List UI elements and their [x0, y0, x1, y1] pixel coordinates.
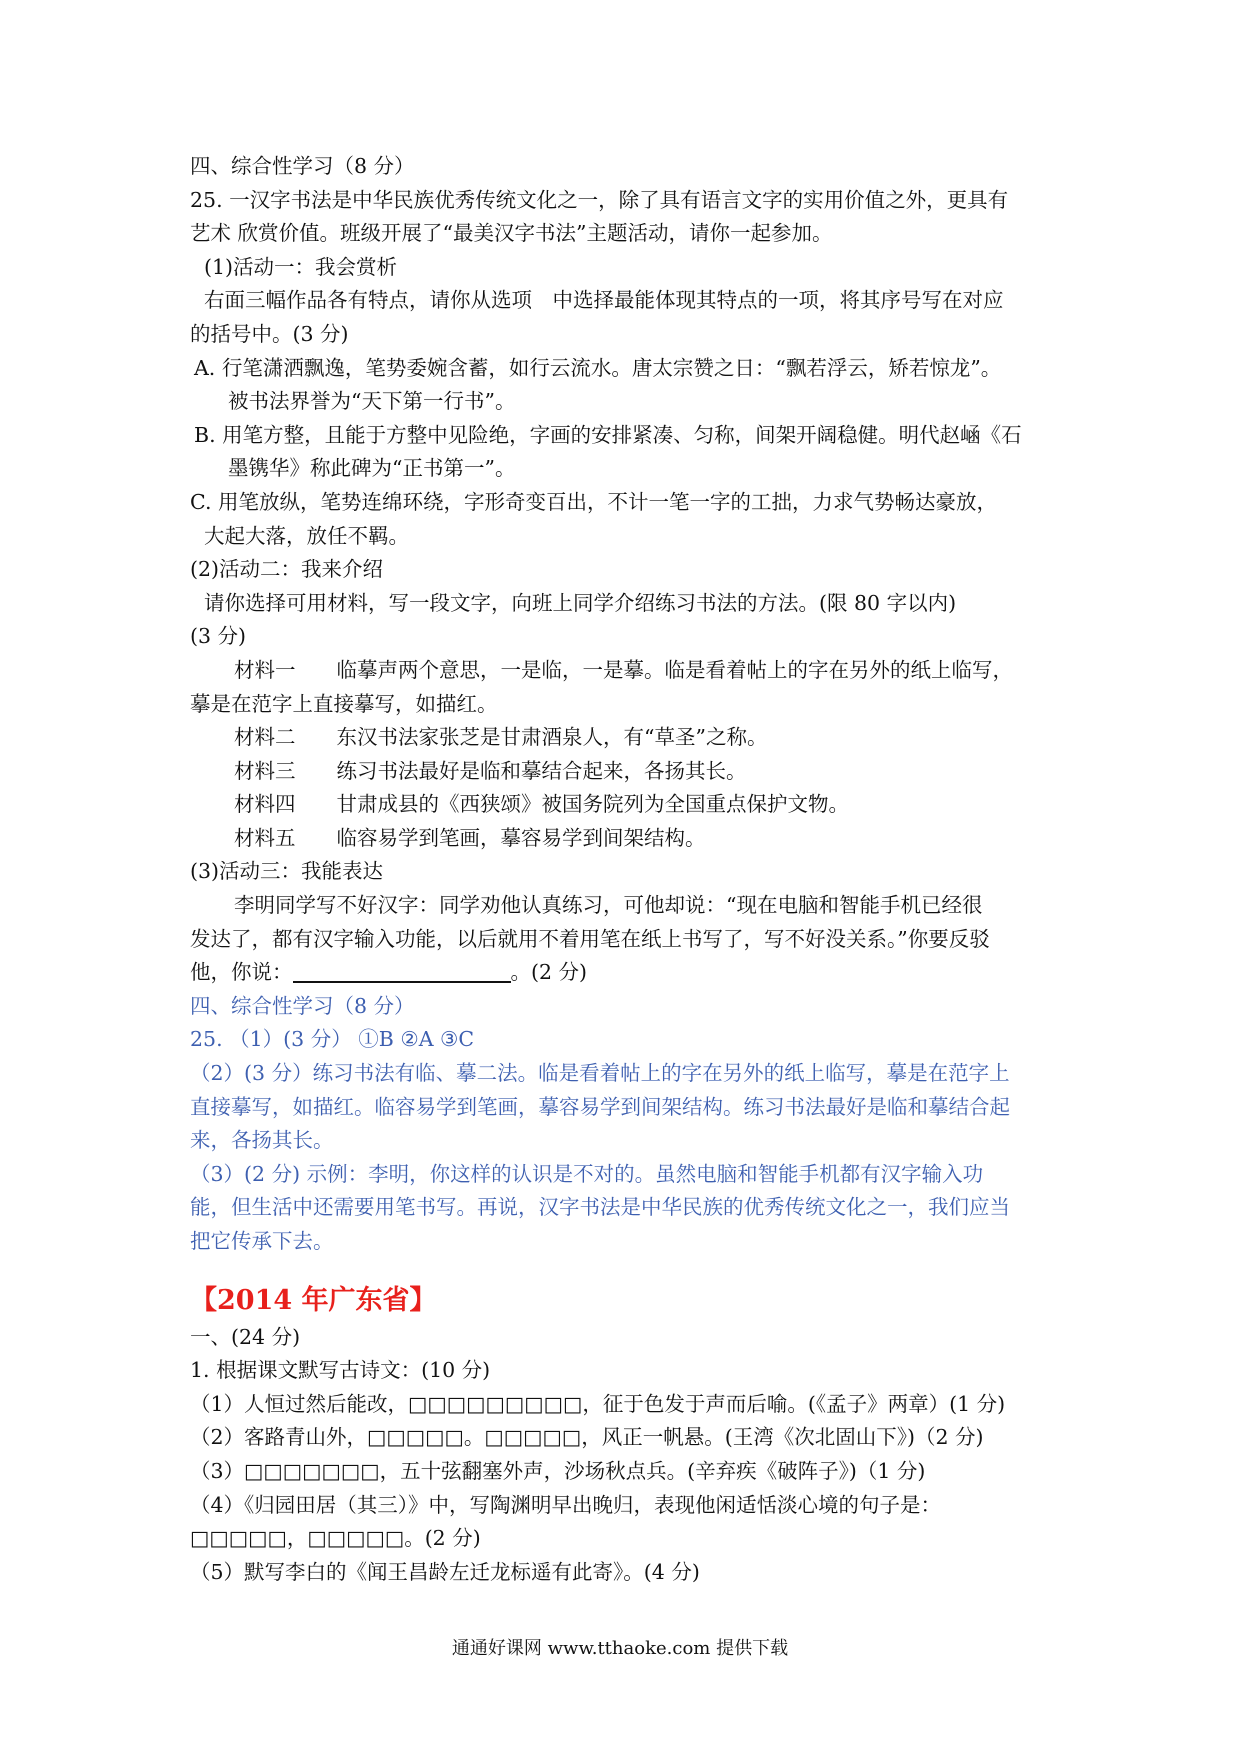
- material-1: 材料一 临摹声两个意思，一是临，一是摹。临是看着帖上的字在另外的纸上临写，: [234, 657, 1013, 682]
- fill-line: （3）□□□□□□□，五十弦翻塞外声，沙场秋点兵。(辛弃疾《破阵子》)（1 分): [190, 1458, 926, 1483]
- page-footer: 通通好课网 www.tthaoke.com 提供下载: [451, 1638, 789, 1659]
- option-c-cont: 大起大落，放任不羁。: [204, 523, 409, 548]
- material-1-cont: 摹是在范字上直接摹写，如描红。: [190, 691, 498, 716]
- activity-1-desc: 右面三幅作品各有特点，请你从选项 中选择最能体现其特点的一项，将其序号写在对应: [204, 288, 1004, 313]
- material-4: 材料四 甘肃成县的《西狭颂》被国务院列为全国重点保护文物。: [234, 792, 849, 817]
- fill-line: （1）人恒过然后能改，□□□□□□□□□，征于色发于声而后喻。(《孟子》两章）(1 分): [190, 1391, 1006, 1416]
- part-heading: 一、(24 分): [190, 1324, 301, 1349]
- document-page: [190, 150, 1070, 1589]
- fill-line: （2）客路青山外，□□□□□。□□□□□，风正一帆悬。(王湾《次北固山下》)（2 分): [190, 1425, 984, 1450]
- answer-line: 能，但生活中还需要用笔书写。再说，汉字书法是中华民族的优秀传统文化之一，我们应当: [190, 1195, 1010, 1220]
- fill-line: □□□□□，□□□□□。(2 分): [190, 1526, 481, 1551]
- activity-1-title: (1)活动一：我会赏析: [204, 254, 398, 279]
- activity-2-title: (2)活动二：我来介绍: [190, 557, 384, 582]
- activity-3-text: [190, 956, 1070, 990]
- answer-blank: [293, 959, 511, 983]
- activity-3-text: 李明同学写不好汉字：同学劝他认真练习，可他却说：“现在电脑和智能手机已经很: [234, 893, 983, 918]
- activity-3-title: (3)活动三：我能表达: [190, 859, 384, 884]
- spacer: [190, 1259, 1070, 1281]
- activity-3-prompt: 他，你说：: [190, 960, 293, 985]
- activity-3-score: 。(2 分): [510, 960, 588, 985]
- answer-line: 来，各扬其长。: [190, 1128, 334, 1153]
- activity-3-text: 发达了，都有汉字输入功能，以后就用不着用笔在纸上书写了，写不好没关系。”你要反驳: [190, 926, 990, 951]
- option-b-cont: 墨镌华》称此碑为“正书第一”。: [228, 456, 516, 481]
- question-25-line: 25. 一汉字书法是中华民族优秀传统文化之一，除了具有语言文字的实用价值之外，更具有: [190, 187, 1009, 212]
- option-c: C. 用笔放纵，笔势连绵环绕，字形奇变百出，不计一笔一字的工拙，力求气势畅达豪放，: [190, 489, 997, 514]
- activity-2-desc: 请你选择可用材料，写一段文字，向班上同学介绍练习书法的方法。(限 80 字以内): [204, 590, 957, 615]
- activity-2-score: (3 分): [190, 624, 247, 649]
- section-heading: 四、综合性学习（8 分）: [190, 154, 415, 178]
- question-25-line: 艺术 欣赏价值。班级开展了“最美汉字书法”主题活动，请你一起参加。: [190, 221, 833, 246]
- answer-line: 25. （1）(3 分） ①B ②A ③C: [190, 1027, 475, 1052]
- option-b: B. 用笔方整，且能于方整中见险绝，字画的安排紧凑、匀称，间架开阔稳健。明代赵崡《石: [194, 422, 1022, 447]
- material-5: 材料五 临容易学到笔画，摹容易学到间架结构。: [234, 825, 706, 850]
- activity-1-desc: 的括号中。(3 分): [190, 321, 349, 346]
- answer-heading: 四、综合性学习（8 分）: [190, 993, 415, 1018]
- material-2: 材料二 东汉书法家张芝是甘肃酒泉人，有“草圣”之称。: [234, 725, 768, 750]
- answer-line: 直接摹写，如描红。临容易学到笔画，摹容易学到间架结构。练习书法最好是临和摹结合起: [190, 1094, 1010, 1119]
- region-title: 【2014 年广东省】: [190, 1284, 437, 1316]
- material-3: 材料三 练习书法最好是临和摹结合起来，各扬其长。: [234, 758, 747, 783]
- fill-line: （4）《归园田居（其三）》中，写陶渊明早出晚归，表现他闲适恬淡心境的句子是：: [190, 1492, 942, 1517]
- question-1: 1. 根据课文默写古诗文：(10 分): [190, 1358, 491, 1383]
- answer-line: 把它传承下去。: [190, 1229, 334, 1253]
- option-a: A. 行笔潇洒飘逸，笔势委婉含蓄，如行云流水。唐太宗赞之日：“飘若浮云，矫若惊龙”。: [194, 355, 1002, 380]
- fill-line: （5）默写李白的《闻王昌龄左迁龙标遥有此寄》。(4 分): [190, 1559, 700, 1584]
- option-a-cont: 被书法界誉为“天下第一行书”。: [228, 389, 516, 414]
- answer-line: （3）(2 分) 示例：李明，你这样的认识是不对的。虽然电脑和智能手机都有汉字输入功: [190, 1161, 984, 1186]
- answer-line: （2）(3 分）练习书法有临、摹二法。临是看着帖上的字在另外的纸上临写，摹是在范字上: [190, 1061, 1010, 1086]
